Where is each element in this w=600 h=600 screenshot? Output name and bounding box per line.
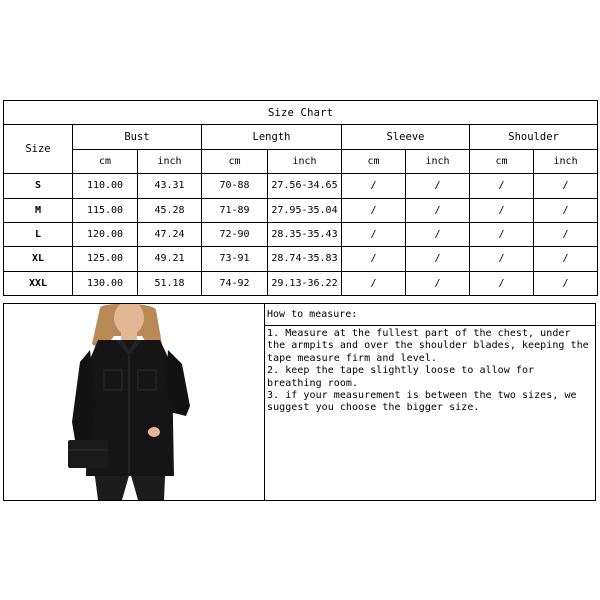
table-row <box>4 222 598 246</box>
unit-header: inch <box>534 149 598 173</box>
table-cell: / <box>342 222 406 246</box>
table-cell: 72-90 <box>202 222 268 246</box>
table-cell: / <box>406 174 470 198</box>
table-cell: 45.28 <box>138 198 202 222</box>
units-header-row <box>4 149 598 173</box>
table-cell: / <box>342 247 406 271</box>
how-to-measure-steps <box>265 326 595 415</box>
table-cell: / <box>406 271 470 295</box>
table-cell: 110.00 <box>73 174 138 198</box>
table-cell: / <box>406 247 470 271</box>
unit-header: inch <box>268 149 342 173</box>
table-cell: / <box>470 222 534 246</box>
table-cell: 49.21 <box>138 247 202 271</box>
model-photo <box>4 304 265 500</box>
measure-step-1: 1. Measure at the fullest part of the chest, under the armpits and over the shoulder blades, keeping the tape measure firm and level. <box>267 328 589 364</box>
table-cell: / <box>470 247 534 271</box>
size-cell: S <box>4 174 73 198</box>
table-cell: 70-88 <box>202 174 268 198</box>
table-cell: 27.95-35.04 <box>268 198 342 222</box>
table-cell: / <box>342 174 406 198</box>
table-row <box>4 198 598 222</box>
size-cell: XL <box>4 247 73 271</box>
size-cell: XXL <box>4 271 73 295</box>
group-header-sleeve: Sleeve <box>342 125 470 149</box>
table-cell: / <box>342 271 406 295</box>
unit-header: cm <box>73 149 138 173</box>
group-header-bust: Bust <box>73 125 202 149</box>
table-cell: / <box>470 198 534 222</box>
how-to-measure-panel <box>265 304 595 500</box>
table-row <box>4 271 598 295</box>
table-cell: 73-91 <box>202 247 268 271</box>
unit-header: inch <box>406 149 470 173</box>
table-row <box>4 174 598 198</box>
size-chart-title: Size Chart <box>4 101 598 125</box>
table-cell: / <box>534 174 598 198</box>
table-cell: 43.31 <box>138 174 202 198</box>
table-cell: 29.13-36.22 <box>268 271 342 295</box>
table-cell: 125.00 <box>73 247 138 271</box>
table-cell: 120.00 <box>73 222 138 246</box>
table-cell: 74-92 <box>202 271 268 295</box>
size-cell: M <box>4 198 73 222</box>
unit-header: inch <box>138 149 202 173</box>
unit-header: cm <box>342 149 406 173</box>
table-cell: / <box>534 247 598 271</box>
table-cell: 115.00 <box>73 198 138 222</box>
product-info-box <box>3 303 596 501</box>
unit-header: cm <box>202 149 268 173</box>
table-cell: / <box>534 271 598 295</box>
table-cell: 47.24 <box>138 222 202 246</box>
table-cell: / <box>342 198 406 222</box>
table-cell: 28.74-35.83 <box>268 247 342 271</box>
size-rows <box>4 174 598 296</box>
table-cell: 51.18 <box>138 271 202 295</box>
measure-step-2: 2. keep the tape slightly loose to allow for breathing room. <box>267 365 535 389</box>
group-header-length: Length <box>202 125 342 149</box>
table-cell: / <box>470 174 534 198</box>
group-header-shoulder: Shoulder <box>470 125 598 149</box>
table-cell: 27.56-34.65 <box>268 174 342 198</box>
table-cell: / <box>406 198 470 222</box>
model-photo-illustration <box>4 304 264 500</box>
table-row <box>4 247 598 271</box>
table-cell: 71-89 <box>202 198 268 222</box>
table-cell: / <box>534 198 598 222</box>
how-to-measure-heading: How to measure: <box>265 304 595 326</box>
size-cell: L <box>4 222 73 246</box>
table-cell: / <box>406 222 470 246</box>
table-cell: / <box>470 271 534 295</box>
table-cell: / <box>534 222 598 246</box>
size-column-header: Size <box>4 125 73 174</box>
measure-step-3: 3. if your measurement is between the two sizes, we suggest you choose the bigger size. <box>267 390 577 414</box>
unit-header: cm <box>470 149 534 173</box>
table-cell: 28.35-35.43 <box>268 222 342 246</box>
size-chart-table <box>3 100 598 296</box>
table-cell: 130.00 <box>73 271 138 295</box>
